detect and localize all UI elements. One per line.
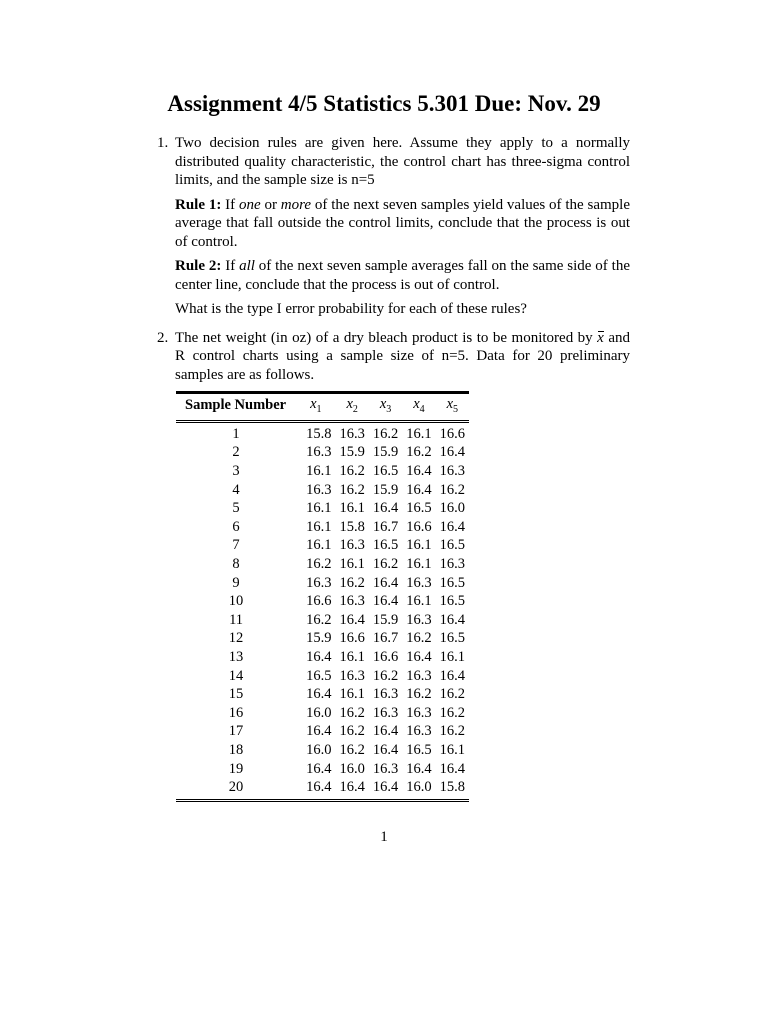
rule-2-text: of the next seven sample averages fall on the same side of the center line, conclude that the process is out of control. <box>175 258 630 293</box>
value-cell-x3: 16.4 <box>372 593 399 610</box>
value-cell-x1: 16.3 <box>306 481 332 498</box>
problem-1-question: What is the type I error probability for each of these rules? <box>175 301 527 317</box>
table-row <box>176 462 469 481</box>
sample-number-cell: 17 <box>228 723 244 740</box>
value-cell-x3: 16.5 <box>372 463 399 480</box>
value-cell-x5: 16.5 <box>439 630 465 647</box>
value-cell-x2: 16.4 <box>339 611 365 628</box>
value-cell-x2: 16.3 <box>339 667 365 684</box>
table-body <box>176 421 469 800</box>
value-cell-x2: 15.9 <box>339 444 365 461</box>
problem-1 <box>150 134 630 319</box>
sample-number-cell: 4 <box>232 481 240 498</box>
header-sub: 3 <box>386 403 392 415</box>
sample-number-cell: 18 <box>228 741 244 758</box>
value-cell-x1: 16.2 <box>306 556 332 573</box>
sample-number-cell: 11 <box>229 611 244 628</box>
value-cell-x5: 16.2 <box>439 481 465 498</box>
problem-1-number: 1. <box>157 135 169 151</box>
page-title: Assignment 4/5 Statistics 5.301 Due: Nov. 29 <box>167 91 601 116</box>
value-cell-x3: 15.9 <box>372 611 399 628</box>
sample-number-cell: 3 <box>232 463 240 480</box>
value-cell-x5: 16.5 <box>439 593 465 610</box>
value-cell-x1: 16.1 <box>306 518 332 535</box>
header-x1 <box>296 393 335 422</box>
table-row <box>176 536 469 555</box>
rule-2-emphasis: all <box>239 258 255 274</box>
value-cell-x2: 16.3 <box>339 425 365 442</box>
problem-2-text-after: and R control charts using a sample size of n=5. Data for 20 preliminary samples are as follows. <box>175 329 630 383</box>
header-var: x <box>310 396 317 412</box>
value-cell-x4: 16.1 <box>406 593 432 610</box>
table-row <box>176 760 469 779</box>
sample-number-cell: 7 <box>232 537 240 554</box>
table-row <box>176 499 469 518</box>
value-cell-x3: 16.3 <box>372 760 399 777</box>
sample-number-cell: 9 <box>232 574 240 591</box>
value-cell-x1: 16.4 <box>306 686 332 703</box>
value-cell-x1: 15.9 <box>306 630 332 647</box>
value-cell-x2: 16.2 <box>339 704 365 721</box>
value-cell-x5: 16.4 <box>439 611 465 628</box>
value-cell-x1: 16.1 <box>306 500 332 517</box>
value-cell-x4: 16.4 <box>406 649 432 666</box>
header-var: x <box>346 396 353 412</box>
value-cell-x4: 16.5 <box>406 741 432 758</box>
value-cell-x3: 16.2 <box>372 556 399 573</box>
value-cell-x4: 16.2 <box>406 686 432 703</box>
value-cell-x3: 16.7 <box>372 630 399 647</box>
value-cell-x1: 16.0 <box>306 741 332 758</box>
table-row <box>176 443 469 462</box>
value-cell-x1: 16.5 <box>306 667 332 684</box>
header-var: x <box>413 396 420 412</box>
rule-1-emphasis: one <box>238 196 261 213</box>
value-cell-x2: 16.1 <box>339 686 365 703</box>
value-cell-x4: 16.1 <box>406 537 432 554</box>
value-cell-x3: 16.6 <box>372 649 399 666</box>
value-cell-x5: 15.8 <box>436 778 469 800</box>
value-cell-x3: 16.7 <box>372 518 399 535</box>
table-header-row <box>176 393 469 422</box>
value-cell-x1: 16.1 <box>306 463 332 480</box>
value-cell-x5: 16.2 <box>439 704 465 721</box>
value-cell-x4: 16.3 <box>406 704 432 721</box>
value-cell-x4: 16.1 <box>406 556 432 573</box>
table-row <box>176 667 469 686</box>
sample-data-table <box>176 391 469 802</box>
page-number: 1 <box>380 829 388 845</box>
value-cell-x2: 16.3 <box>339 593 365 610</box>
value-cell-x4: 16.1 <box>406 425 432 442</box>
sample-number-cell: 15 <box>228 686 244 703</box>
sample-number-cell: 8 <box>232 556 240 573</box>
rule-1-emphasis: more <box>280 196 312 213</box>
value-cell-x5: 16.3 <box>439 556 465 573</box>
rule-1-text: If <box>221 196 239 213</box>
value-cell-x4: 16.0 <box>402 778 435 800</box>
sample-number-cell: 12 <box>228 630 244 647</box>
rule-1-text: or <box>260 196 281 213</box>
value-cell-x2: 16.2 <box>339 723 365 740</box>
value-cell-x3: 16.5 <box>372 537 399 554</box>
value-cell-x2: 16.1 <box>339 649 365 666</box>
table-row <box>176 629 469 648</box>
value-cell-x5: 16.5 <box>439 574 465 591</box>
table-row <box>176 611 469 630</box>
value-cell-x4: 16.2 <box>406 630 432 647</box>
value-cell-x3: 16.4 <box>372 574 399 591</box>
header-var: x <box>446 396 454 412</box>
value-cell-x1: 16.0 <box>306 704 332 721</box>
value-cell-x4: 16.3 <box>406 574 432 591</box>
value-cell-x5: 16.0 <box>439 500 465 517</box>
sample-number-cell: 19 <box>228 760 244 777</box>
value-cell-x1: 16.3 <box>306 444 332 461</box>
table-row <box>176 518 469 537</box>
problem-2-number: 2. <box>157 329 169 346</box>
value-cell-x3: 16.4 <box>372 723 399 740</box>
problem-2-text <box>175 329 630 385</box>
value-cell-x2: 16.2 <box>339 481 365 498</box>
header-sample-number: Sample Number <box>176 393 296 422</box>
sample-number-cell: 6 <box>232 518 240 535</box>
rule-1-text: of the next seven samples yield values of the sample average that fall outside the control limits, conclude that the process is out of control. <box>175 196 631 250</box>
value-cell-x1: 16.4 <box>306 723 332 740</box>
sample-number-cell: 13 <box>228 649 244 666</box>
header-sub: 2 <box>352 403 358 415</box>
header-sub: 5 <box>453 403 459 415</box>
value-cell-x1: 16.2 <box>306 611 332 628</box>
table-row <box>176 722 469 741</box>
problem-2-text-before: The net weight (in oz) of a dry bleach product is to be monitored by <box>175 329 598 346</box>
problem-2 <box>150 329 630 802</box>
value-cell-x5: 16.4 <box>439 518 465 535</box>
value-cell-x4: 16.4 <box>406 481 432 498</box>
xbar-symbol: x <box>597 329 604 346</box>
header-x5 <box>436 393 469 422</box>
value-cell-x3: 16.4 <box>372 741 399 758</box>
value-cell-x2: 16.1 <box>339 556 365 573</box>
table-row <box>176 648 469 667</box>
value-cell-x5: 16.1 <box>439 741 465 758</box>
header-x3 <box>369 393 402 422</box>
header-sub: 4 <box>419 403 425 415</box>
value-cell-x1: 16.6 <box>306 593 332 610</box>
sample-number-cell: 10 <box>228 593 244 610</box>
value-cell-x5: 16.2 <box>439 686 465 703</box>
table-row <box>176 741 469 760</box>
header-x4 <box>402 393 435 422</box>
value-cell-x5: 16.4 <box>439 444 465 461</box>
value-cell-x3: 16.2 <box>372 667 399 684</box>
value-cell-x3: 16.2 <box>372 425 399 442</box>
table-row <box>176 778 469 800</box>
rule-2-text: If <box>221 258 240 274</box>
value-cell-x2: 16.2 <box>339 574 365 591</box>
problem-list <box>150 134 630 802</box>
value-cell-x4: 16.4 <box>406 760 432 777</box>
sample-number-cell: 1 <box>232 425 240 442</box>
value-cell-x1: 16.4 <box>296 778 335 800</box>
value-cell-x1: 15.8 <box>306 425 332 442</box>
rule-2-label: Rule 2: <box>175 258 222 274</box>
sample-number-cell: 14 <box>228 667 244 684</box>
value-cell-x4: 16.3 <box>406 723 432 740</box>
value-cell-x3: 15.9 <box>372 444 399 461</box>
value-cell-x1: 16.1 <box>306 537 332 554</box>
value-cell-x5: 16.3 <box>439 463 465 480</box>
rule-2 <box>175 257 630 294</box>
value-cell-x5: 16.4 <box>439 760 465 777</box>
value-cell-x5: 16.2 <box>439 723 465 740</box>
value-cell-x2: 16.6 <box>339 630 365 647</box>
value-cell-x5: 16.6 <box>439 425 465 442</box>
value-cell-x2: 16.4 <box>335 778 368 800</box>
value-cell-x4: 16.2 <box>406 444 432 461</box>
header-x2 <box>335 393 368 422</box>
value-cell-x3: 16.4 <box>369 778 402 800</box>
sample-number-cell: 2 <box>232 444 240 461</box>
header-var: x <box>379 396 387 412</box>
rule-1-label: Rule 1: <box>175 196 222 213</box>
rule-1 <box>175 196 630 252</box>
value-cell-x1: 16.4 <box>306 760 332 777</box>
value-cell-x4: 16.3 <box>406 667 432 684</box>
table-row <box>176 574 469 593</box>
value-cell-x2: 15.8 <box>339 518 365 535</box>
value-cell-x4: 16.6 <box>406 518 432 535</box>
table-row <box>176 592 469 611</box>
value-cell-x3: 16.3 <box>372 686 399 703</box>
value-cell-x2: 16.2 <box>339 741 365 758</box>
value-cell-x3: 15.9 <box>372 481 399 498</box>
value-cell-x5: 16.4 <box>439 667 465 684</box>
value-cell-x5: 16.5 <box>439 537 465 554</box>
header-sub: 1 <box>316 403 322 415</box>
sample-number-cell: 16 <box>228 704 244 721</box>
table-row <box>176 704 469 723</box>
value-cell-x2: 16.3 <box>339 537 365 554</box>
value-cell-x4: 16.3 <box>406 611 432 628</box>
table-row <box>176 555 469 574</box>
table-row <box>176 685 469 704</box>
value-cell-x4: 16.4 <box>406 463 432 480</box>
value-cell-x2: 16.1 <box>339 500 365 517</box>
value-cell-x1: 16.4 <box>306 649 332 666</box>
value-cell-x5: 16.1 <box>439 649 465 666</box>
value-cell-x4: 16.5 <box>406 500 432 517</box>
value-cell-x3: 16.3 <box>372 704 399 721</box>
value-cell-x2: 16.2 <box>339 463 365 480</box>
sample-number-cell: 20 <box>176 778 296 800</box>
value-cell-x1: 16.3 <box>306 574 332 591</box>
table-row <box>176 421 469 443</box>
problem-1-intro: Two decision rules are given here. Assume they apply to a normally distributed quality characteristic, the control chart has three-sigma control limits, and the sample size is n=5 <box>175 135 630 188</box>
value-cell-x2: 16.0 <box>339 760 365 777</box>
sample-number-cell: 5 <box>232 500 240 517</box>
table-row <box>176 481 469 500</box>
value-cell-x3: 16.4 <box>372 500 399 517</box>
